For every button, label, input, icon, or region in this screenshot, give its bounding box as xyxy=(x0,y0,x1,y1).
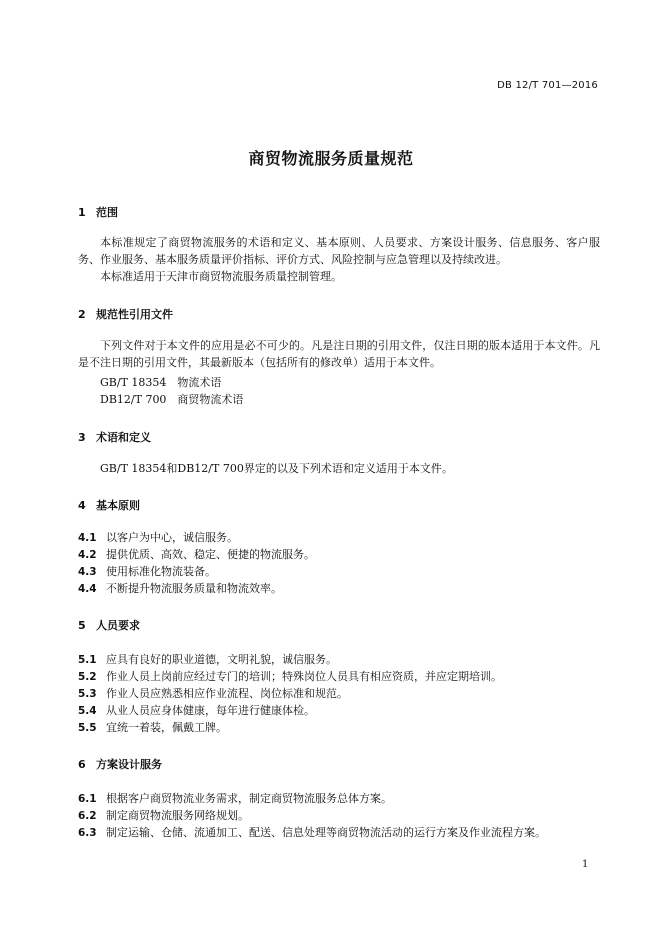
section-3-heading: 3 术语和定义 xyxy=(78,431,151,444)
standard-code: DB 12/T 701—2016 xyxy=(497,80,598,91)
section-1-heading: 1 范围 xyxy=(78,206,118,219)
section-1-paragraph-1: 本标准规定了商贸物流服务的术语和定义、基本原则、人员要求、方案设计服务、信息服务、客户服务、作业服务、基本服务质量评价指标、评价方式、风险控制与应急管理以及持续改进。 xyxy=(78,236,600,266)
clause-item: 5.1 应具有良好的职业道德，文明礼貌，诚信服务。 xyxy=(78,653,337,666)
clause-item: 4.1 以客户为中心，诚信服务。 xyxy=(78,531,238,544)
clause-item: 5.3 作业人员应熟悉相应作业流程、岗位标准和规范。 xyxy=(78,687,348,700)
clause-item: 6.1 根据客户商贸物流业务需求，制定商贸物流服务总体方案。 xyxy=(78,792,392,805)
clause-item: 4.3 使用标准化物流装备。 xyxy=(78,565,216,578)
section-6-heading: 6 方案设计服务 xyxy=(78,758,162,771)
page-number: 1 xyxy=(582,859,589,870)
clause-item: 6.3 制定运输、仓储、流通加工、配送、信息处理等商贸物流活动的运行方案及作业流程方案。 xyxy=(78,826,546,839)
clause-item: 4.4 不断提升物流服务质量和物流效率。 xyxy=(78,582,282,595)
section-2-heading: 2 规范性引用文件 xyxy=(78,308,173,321)
section-4-heading: 4 基本原则 xyxy=(78,499,140,512)
document-title: 商贸物流服务质量规范 xyxy=(248,149,414,168)
section-3-paragraph-1: GB/T 18354和DB12/T 700界定的以及下列术语和定义适用于本文件。 xyxy=(100,462,453,475)
clause-item: 6.2 制定商贸物流服务网络规划。 xyxy=(78,809,249,822)
clause-item: 5.2 作业人员上岗前应经过专门的培训；特殊岗位人员具有相应资质，并应定期培训。 xyxy=(78,670,502,683)
section-1-paragraph-2: 本标准适用于天津市商贸物流服务质量控制管理。 xyxy=(100,270,342,283)
section-5-heading: 5 人员要求 xyxy=(78,619,140,632)
clause-item: 5.4 从业人员应身体健康，每年进行健康体检。 xyxy=(78,704,315,717)
section-2-paragraph-1: 下列文件对于本文件的应用是必不可少的。凡是注日期的引用文件，仅注日期的版本适用于本文件。凡是不注日期的引用文件，其最新版本（包括所有的修改单）适用于本文件。 xyxy=(78,339,600,369)
reference-item: GB/T 18354 物流术语 xyxy=(100,376,222,389)
clause-item: 4.2 提供优质、高效、稳定、便捷的物流服务。 xyxy=(78,548,315,561)
clause-item: 5.5 宜统一着装，佩戴工牌。 xyxy=(78,721,227,734)
reference-item: DB12/T 700 商贸物流术语 xyxy=(100,393,244,406)
